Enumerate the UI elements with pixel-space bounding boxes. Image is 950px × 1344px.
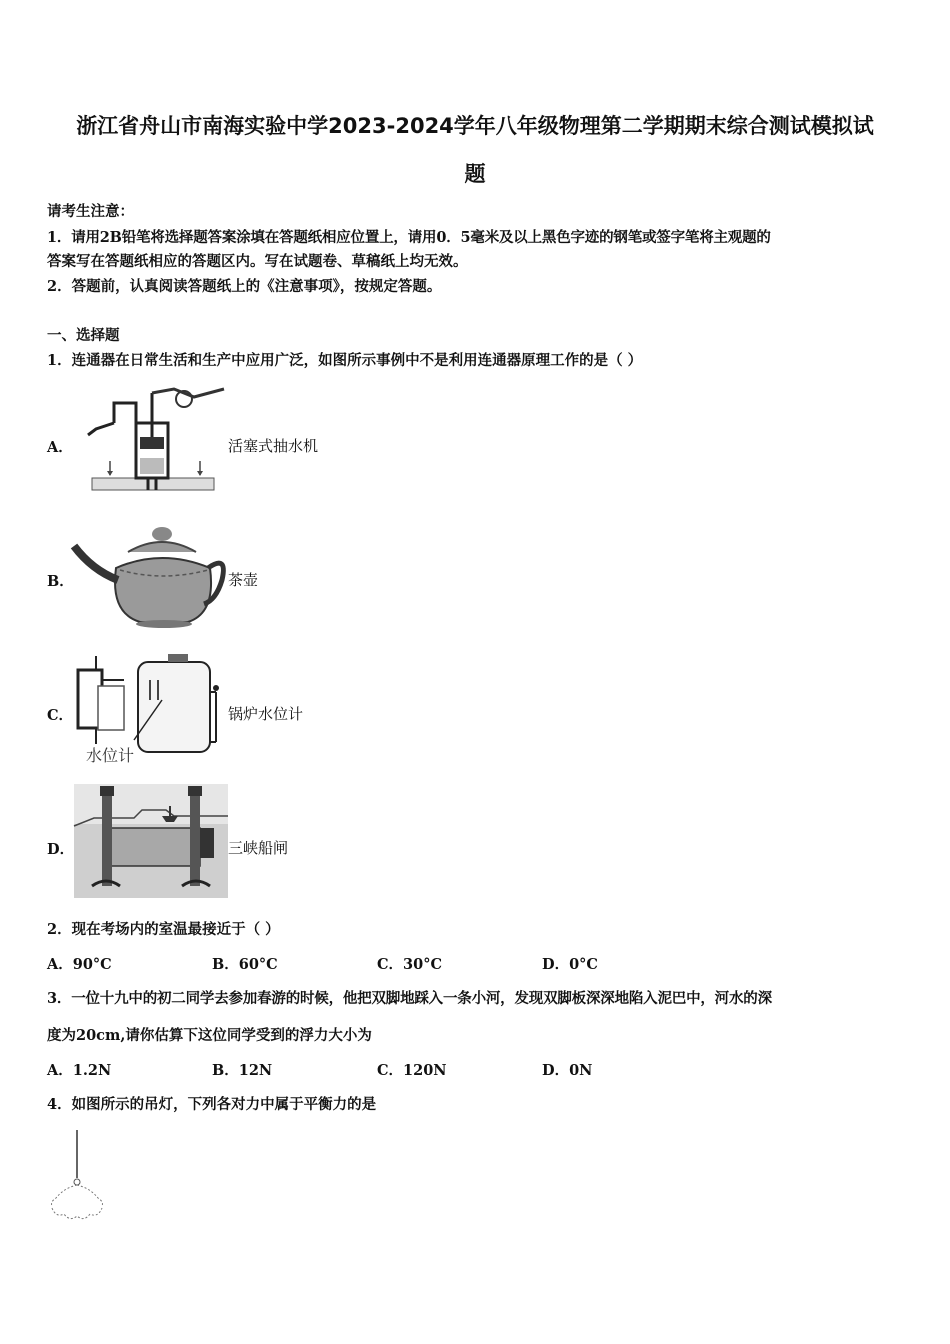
q2-option-a: A．90°C bbox=[47, 956, 112, 973]
q1-option-b-caption: 茶壶 bbox=[228, 571, 259, 589]
q1-option-d-label: D． bbox=[47, 841, 75, 858]
q2-option-c: C．30°C bbox=[377, 956, 443, 973]
teapot-figure bbox=[70, 518, 230, 633]
q1-option-a-caption: 活塞式抽水机 bbox=[228, 437, 319, 455]
exam-title-line1: 浙江省舟山市南海实验中学2023-2024学年八年级物理第二学期期末综合测试模拟试 bbox=[76, 114, 874, 138]
q3-option-c: C．120N bbox=[377, 1062, 447, 1079]
q3-option-d: D．0N bbox=[542, 1062, 593, 1079]
q1-option-d-caption: 三峡船闸 bbox=[228, 839, 289, 857]
question-3-stem-line1: 3．一位十九中的初二同学去参加春游的时候，他把双脚地踩入一条小河，发现双脚板深深地陷入泥巴中，河水的深 bbox=[47, 990, 772, 1007]
q1-option-b-label: B． bbox=[47, 573, 74, 590]
piston-pump-figure bbox=[74, 383, 224, 498]
q3-option-a: A．1.2N bbox=[47, 1062, 112, 1079]
chandelier-figure bbox=[46, 1128, 110, 1228]
exam-title-line2: 题 bbox=[464, 162, 486, 186]
boiler-gauge-figure bbox=[72, 652, 232, 752]
q2-option-d: D．0°C bbox=[542, 956, 598, 973]
water-gauge-figure-label: 水位计 bbox=[86, 746, 135, 765]
question-3-stem-line2: 度为20cm,请你估算下这位同学受到的浮力大小为 bbox=[47, 1027, 372, 1044]
q1-option-c-label: C． bbox=[47, 707, 74, 724]
q1-option-c-caption: 锅炉水位计 bbox=[228, 705, 304, 723]
ship-lock-figure bbox=[74, 784, 228, 898]
section-heading: 一、选择题 bbox=[47, 327, 120, 344]
question-2-stem: 2．现在考场内的室温最接近于（ ） bbox=[47, 921, 280, 938]
q2-option-b: B．60°C bbox=[212, 956, 278, 973]
q1-option-a-label: A． bbox=[47, 439, 73, 456]
question-4-stem: 4．如图所示的吊灯，下列各对力中属于平衡力的是 bbox=[47, 1096, 377, 1113]
notice-item1-line1: 1．请用2B铅笔将选择题答案涂填在答题纸相应位置上，请用0．5毫米及以上黑色字迹的钢笔或签字笔将主观题的 bbox=[47, 229, 771, 246]
notice-item1-line2: 答案写在答题纸相应的答题区内。写在试题卷、草稿纸上均无效。 bbox=[47, 253, 468, 270]
q3-option-b: B．12N bbox=[212, 1062, 273, 1079]
notice-heading: 请考生注意： bbox=[47, 203, 134, 220]
notice-item2: 2．答题前，认真阅读答题纸上的《注意事项》，按规定答题。 bbox=[47, 278, 442, 295]
question-1-stem: 1．连通器在日常生活和生产中应用广泛，如图所示事例中不是利用连通器原理工作的是（ ） bbox=[47, 352, 643, 369]
